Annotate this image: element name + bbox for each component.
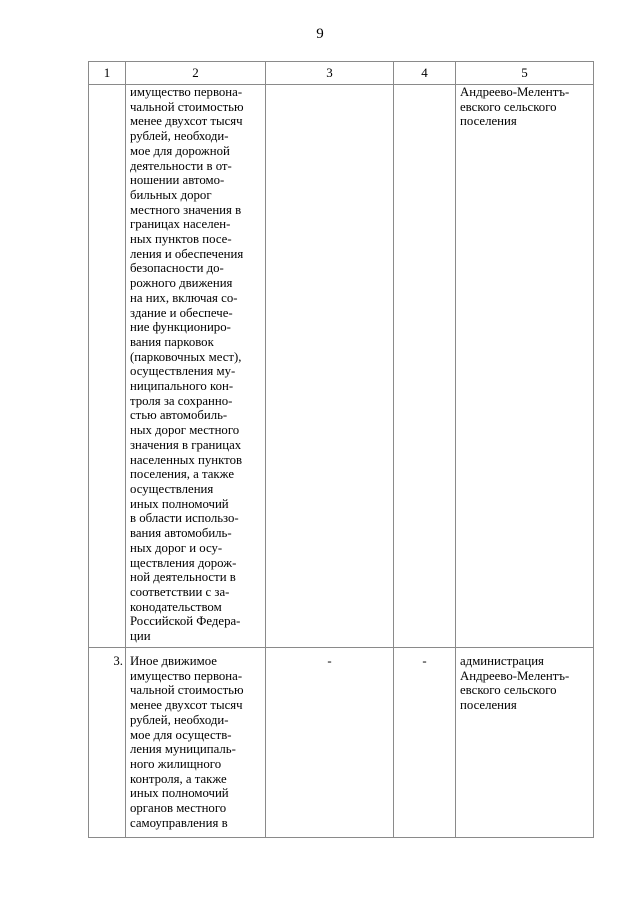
text-line: контроля, а также <box>130 771 227 786</box>
text-line: иных полномочий <box>130 496 229 511</box>
header-col-2: 2 <box>126 62 266 85</box>
text-line: ления муниципаль- <box>130 742 236 757</box>
text-line: ного жилищного <box>130 756 222 771</box>
col-4-value: - <box>394 648 456 838</box>
text-line: осуществления <box>130 481 214 496</box>
text-line: вания парковок <box>130 334 214 349</box>
text-line: (парковочных мест), <box>130 349 242 364</box>
text-line: менее двухсот тысяч <box>130 698 243 713</box>
text-line: евского сельского <box>460 99 557 114</box>
holder-name <box>456 85 594 648</box>
text-line: поселения, а также <box>130 467 235 482</box>
holder-name <box>456 648 594 838</box>
text-line: Иное движимое <box>130 654 217 668</box>
col-3-value: - <box>266 648 394 838</box>
text-line: рожного движения <box>130 276 233 291</box>
col-3-value <box>266 85 394 648</box>
header-col-3: 3 <box>266 62 394 85</box>
text-line: ных дорог местного <box>130 423 240 438</box>
col-4-value <box>394 85 456 648</box>
text-line: ных дорог и осу- <box>130 540 223 555</box>
text-line: иных полномочий <box>130 786 229 801</box>
text-line: ние функциониро- <box>130 320 231 335</box>
text-line: соответствии с за- <box>130 584 230 599</box>
text-line: менее двухсот тысяч <box>130 114 243 129</box>
property-table <box>88 61 594 838</box>
row-number: 3. <box>89 648 126 838</box>
text-line: деятельности в от- <box>130 158 232 173</box>
text-line: Андреево-Мелентъ- <box>460 668 570 683</box>
row-number <box>89 85 126 648</box>
text-line: самоуправления в <box>130 815 228 830</box>
table-row <box>89 648 594 838</box>
text-line: конодательством <box>130 599 222 614</box>
text-line: Андреево-Мелентъ- <box>460 85 570 99</box>
text-line: ниципального кон- <box>130 379 234 394</box>
header-col-1: 1 <box>89 62 126 85</box>
text-line: ной деятельности в <box>130 570 236 585</box>
text-line: здание и обеспече- <box>130 305 233 320</box>
text-line: безопасности до- <box>130 261 224 276</box>
text-line: органов местного <box>130 801 227 816</box>
text-line: населенных пунктов <box>130 452 243 467</box>
property-description <box>126 648 266 838</box>
text-line: поселения <box>460 698 517 713</box>
text-line: чальной стоимостью <box>130 99 244 114</box>
text-line: поселения <box>460 114 517 129</box>
text-line: рублей, необходи- <box>130 129 229 144</box>
table-header-row <box>89 62 594 85</box>
text-line: мое для дорожной <box>130 143 230 158</box>
text-line: администрация <box>460 654 544 668</box>
text-line: на них, включая со- <box>130 290 238 305</box>
text-line: троля за сохранно- <box>130 393 233 408</box>
text-line: вания автомобиль- <box>130 526 232 541</box>
text-line: имущество первона- <box>130 668 243 683</box>
text-line: ления и обеспечения <box>130 246 244 261</box>
text-line: Российской Федера- <box>130 614 241 629</box>
text-line: евского сельского <box>460 683 557 698</box>
text-line: имущество первона- <box>130 85 243 99</box>
text-line: стью автомобиль- <box>130 408 228 423</box>
property-description <box>126 85 266 648</box>
text-line: ных пунктов посе- <box>130 232 232 247</box>
text-line: бильных дорог <box>130 187 212 202</box>
text-line: ции <box>130 629 151 644</box>
text-line: рублей, необходи- <box>130 712 229 727</box>
page-number: 9 <box>316 26 324 42</box>
text-line: границах населен- <box>130 217 231 232</box>
header-col-4: 4 <box>394 62 456 85</box>
text-line: мое для осуществ- <box>130 727 232 742</box>
text-line: значения в границах <box>130 437 242 452</box>
header-col-5: 5 <box>456 62 594 85</box>
text-line: ществления дорож- <box>130 555 237 570</box>
table-row <box>89 85 594 648</box>
text-line: ношении автомо- <box>130 173 225 188</box>
text-line: в области использо- <box>130 511 239 526</box>
text-line: осуществления му- <box>130 364 236 379</box>
text-line: чальной стоимостью <box>130 683 244 698</box>
text-line: местного значения в <box>130 202 242 217</box>
